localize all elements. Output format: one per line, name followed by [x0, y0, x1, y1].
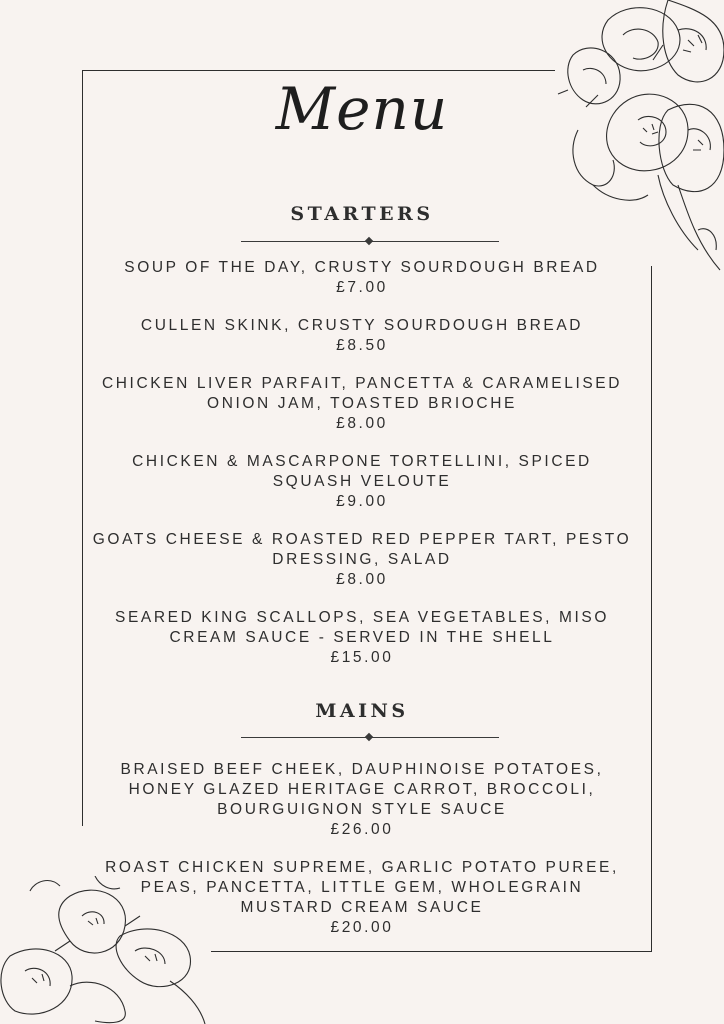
item-price: £8.00 — [336, 571, 388, 588]
item-description-line: CREAM SAUCE - SERVED IN THE SHELL — [169, 629, 555, 646]
menu-title: Menu — [275, 75, 449, 143]
list-item — [0, 316, 724, 356]
item-price: £26.00 — [330, 821, 394, 838]
floral-sketch-icon — [548, 0, 724, 290]
item-price: £15.00 — [330, 649, 394, 666]
item-description-line: ROAST CHICKEN SUPREME, GARLIC POTATO PUREE, — [105, 859, 619, 876]
item-description-line: CHICKEN LIVER PARFAIT, PANCETTA & CARAMELISED — [101, 375, 623, 392]
item-price: £8.50 — [336, 337, 388, 354]
item-description-line: DRESSING, SALAD — [272, 551, 452, 568]
starters-list — [0, 258, 724, 686]
mains-list — [0, 760, 724, 956]
item-description-line: CHICKEN & MASCARPONE TORTELLINI, SPICED — [132, 453, 592, 470]
item-description-line: GOATS CHEESE & ROASTED RED PEPPER TART, PESTO — [92, 531, 632, 548]
item-description-line: CULLEN SKINK, CRUSTY SOURDOUGH BREAD — [140, 317, 584, 334]
item-description-line: ONION JAM, TOASTED BRIOCHE — [207, 395, 517, 412]
item-description-line: PEAS, PANCETTA, LITTLE GEM, WHOLEGRAIN — [140, 879, 584, 896]
border-top-line — [82, 70, 555, 71]
list-item — [0, 530, 724, 590]
list-item — [0, 858, 724, 938]
list-item — [0, 452, 724, 512]
item-price: £7.00 — [336, 279, 388, 296]
item-description-line: SEARED KING SCALLOPS, SEA VEGETABLES, MISO — [115, 609, 609, 626]
list-item — [0, 608, 724, 668]
section-divider — [241, 733, 499, 743]
list-item — [0, 258, 724, 298]
diamond-icon — [365, 733, 373, 741]
item-description-line: SOUP OF THE DAY, CRUSTY SOURDOUGH BREAD — [124, 259, 600, 276]
item-price: £8.00 — [336, 415, 388, 432]
item-description-line: BOURGUIGNON STYLE SAUCE — [217, 801, 507, 818]
list-item — [0, 760, 724, 840]
item-price: £9.00 — [336, 493, 388, 510]
diamond-icon — [365, 237, 373, 245]
section-divider — [241, 237, 499, 247]
item-description-line: HONEY GLAZED HERITAGE CARROT, BROCCOLI, — [128, 781, 596, 798]
list-item — [0, 374, 724, 434]
section-heading-starters: STARTERS — [290, 203, 434, 225]
section-heading-mains: MAINS — [315, 700, 409, 722]
item-description-line: BRAISED BEEF CHEEK, DAUPHINOISE POTATOES, — [120, 761, 604, 778]
item-description-line: SQUASH VELOUTE — [272, 473, 452, 490]
item-price: £20.00 — [330, 919, 394, 936]
item-description-line: MUSTARD CREAM SAUCE — [240, 899, 484, 916]
